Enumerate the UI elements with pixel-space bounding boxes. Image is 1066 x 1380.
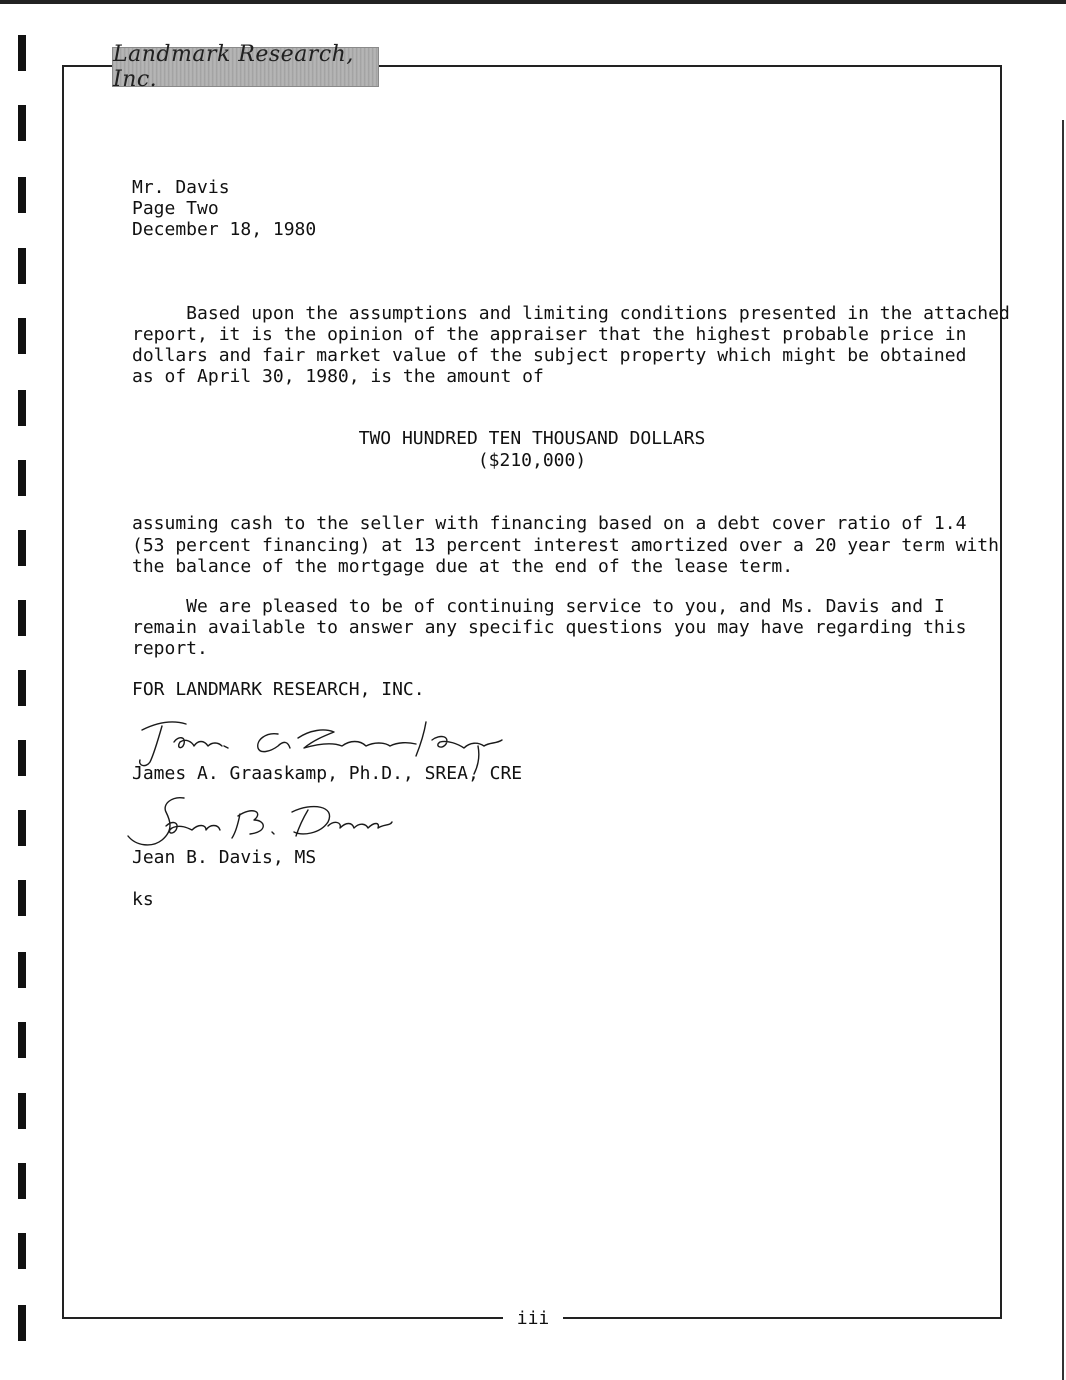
- firm-closing: FOR LANDMARK RESEARCH, INC.: [132, 679, 425, 700]
- page-number: iii: [503, 1306, 563, 1332]
- amount-figures: ($210,000): [477, 450, 587, 471]
- paragraph-line: We are pleased to be of continuing service to you, and Ms. Davis and I: [132, 596, 945, 617]
- binding-mark: [18, 810, 26, 846]
- signer-2-name: Jean B. Davis, MS: [132, 847, 317, 868]
- binding-mark: [18, 670, 26, 706]
- binding-mark: [18, 1163, 26, 1199]
- paragraph-line: as of April 30, 1980, is the amount of: [132, 366, 544, 387]
- paragraph-line: Based upon the assumptions and limiting conditions presented in the attached: [132, 303, 1010, 324]
- recipient-line: Mr. Davis: [132, 177, 230, 198]
- binding-mark: [18, 318, 26, 354]
- paragraph-line: remain available to answer any specific questions you may have regarding this: [132, 617, 967, 638]
- binding-mark: [18, 1093, 26, 1129]
- typist-initials: ks: [132, 889, 154, 910]
- logo-text: Landmark Research, Inc.: [113, 42, 354, 92]
- binding-mark: [18, 35, 26, 71]
- top-edge-rule: [0, 0, 1066, 4]
- right-edge-rule: [1062, 120, 1064, 1380]
- binding-mark: [18, 740, 26, 776]
- amount-words: TWO HUNDRED TEN THOUSAND DOLLARS: [358, 428, 706, 449]
- binding-mark: [18, 105, 26, 141]
- binding-mark: [18, 1022, 26, 1058]
- binding-mark: [18, 952, 26, 988]
- binding-mark: [18, 530, 26, 566]
- paragraph-line: (53 percent financing) at 13 percent interest amortized over a 20 year term with: [132, 535, 999, 556]
- binding-mark: [18, 460, 26, 496]
- page-line: Page Two: [132, 198, 219, 219]
- paragraph-line: report, it is the opinion of the appraiser that the highest probable price in: [132, 324, 967, 345]
- binding-mark: [18, 880, 26, 916]
- paragraph-line: the balance of the mortgage due at the end of the lease term.: [132, 556, 794, 577]
- binding-mark: [18, 600, 26, 636]
- paragraph-line: assuming cash to the seller with financing based on a debt cover ratio of 1.4: [132, 513, 967, 534]
- binding-mark: [18, 177, 26, 213]
- binding-mark: [18, 1233, 26, 1269]
- binding-mark: [18, 390, 26, 426]
- date-line: December 18, 1980: [132, 219, 317, 240]
- signer-1-name: James A. Graaskamp, Ph.D., SREA, CRE: [132, 763, 523, 784]
- letterhead-logo: [112, 42, 379, 92]
- binding-mark: [18, 1305, 26, 1341]
- binding-mark: [18, 248, 26, 284]
- paragraph-line: report.: [132, 638, 208, 659]
- paragraph-line: dollars and fair market value of the subject property which might be obtained: [132, 345, 967, 366]
